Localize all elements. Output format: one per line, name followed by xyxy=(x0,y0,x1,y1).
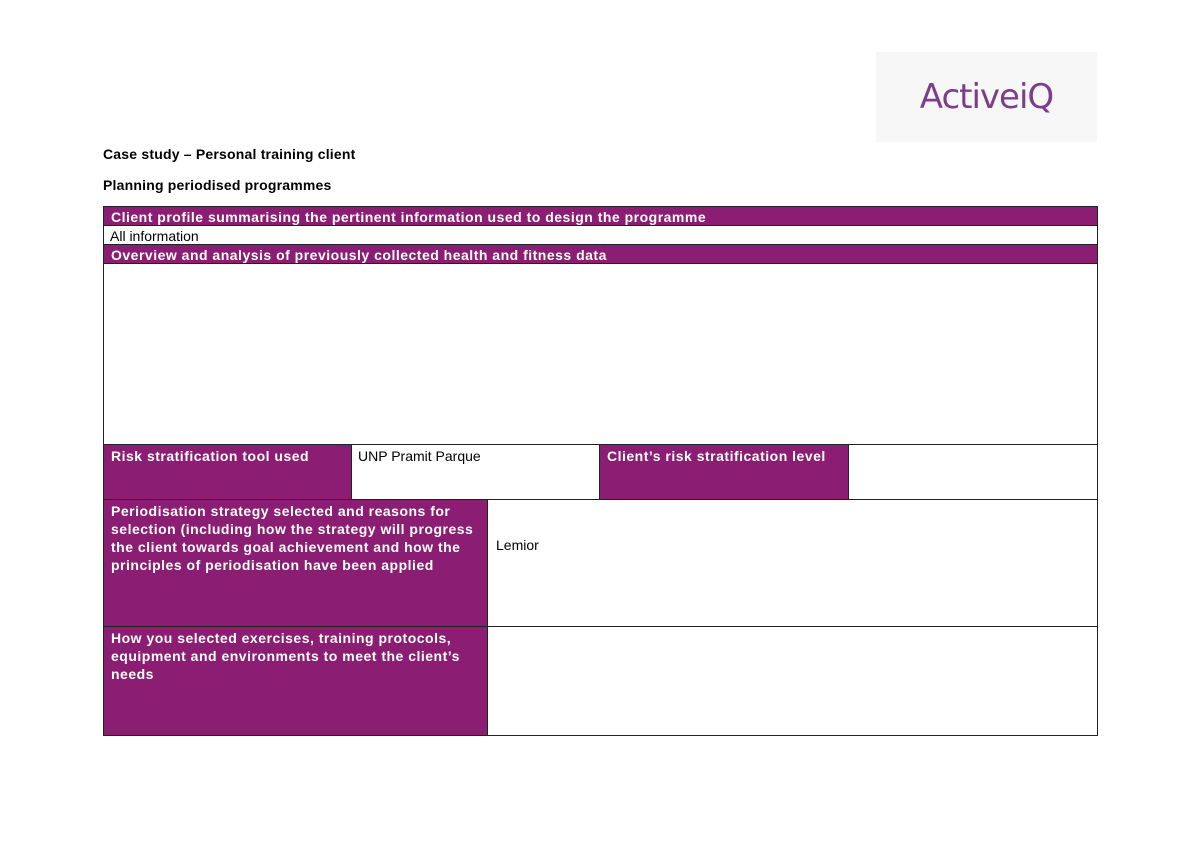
logo-text: ActiveiQ xyxy=(919,77,1054,117)
risk-level-label: Client’s risk stratification level xyxy=(599,444,849,500)
client-profile-header: Client profile summarising the pertinent information used to design the programme xyxy=(103,206,1098,226)
risk-tool-value[interactable]: UNP Pramit Parque xyxy=(351,444,600,500)
exercises-label: How you selected exercises, training protocols, equipment and environments to meet the client’s needs xyxy=(103,626,488,736)
periodisation-label: Periodisation strategy selected and reasons for selection (including how the strategy will progress the client towards goal achievement and how the principles of periodisation have been applied xyxy=(103,499,488,627)
page-title: Case study – Personal training client xyxy=(103,146,356,162)
risk-tool-label: Risk stratification tool used xyxy=(103,444,352,500)
page-subtitle: Planning periodised programmes xyxy=(103,177,332,193)
logo xyxy=(876,52,1097,142)
overview-value[interactable] xyxy=(103,263,1098,445)
overview-header: Overview and analysis of previously collected health and fitness data xyxy=(103,244,1098,264)
client-profile-value[interactable]: All information xyxy=(103,225,1098,245)
risk-level-value[interactable] xyxy=(848,444,1098,500)
exercises-value[interactable] xyxy=(487,626,1098,736)
periodisation-value[interactable]: Lemior xyxy=(487,499,1098,627)
